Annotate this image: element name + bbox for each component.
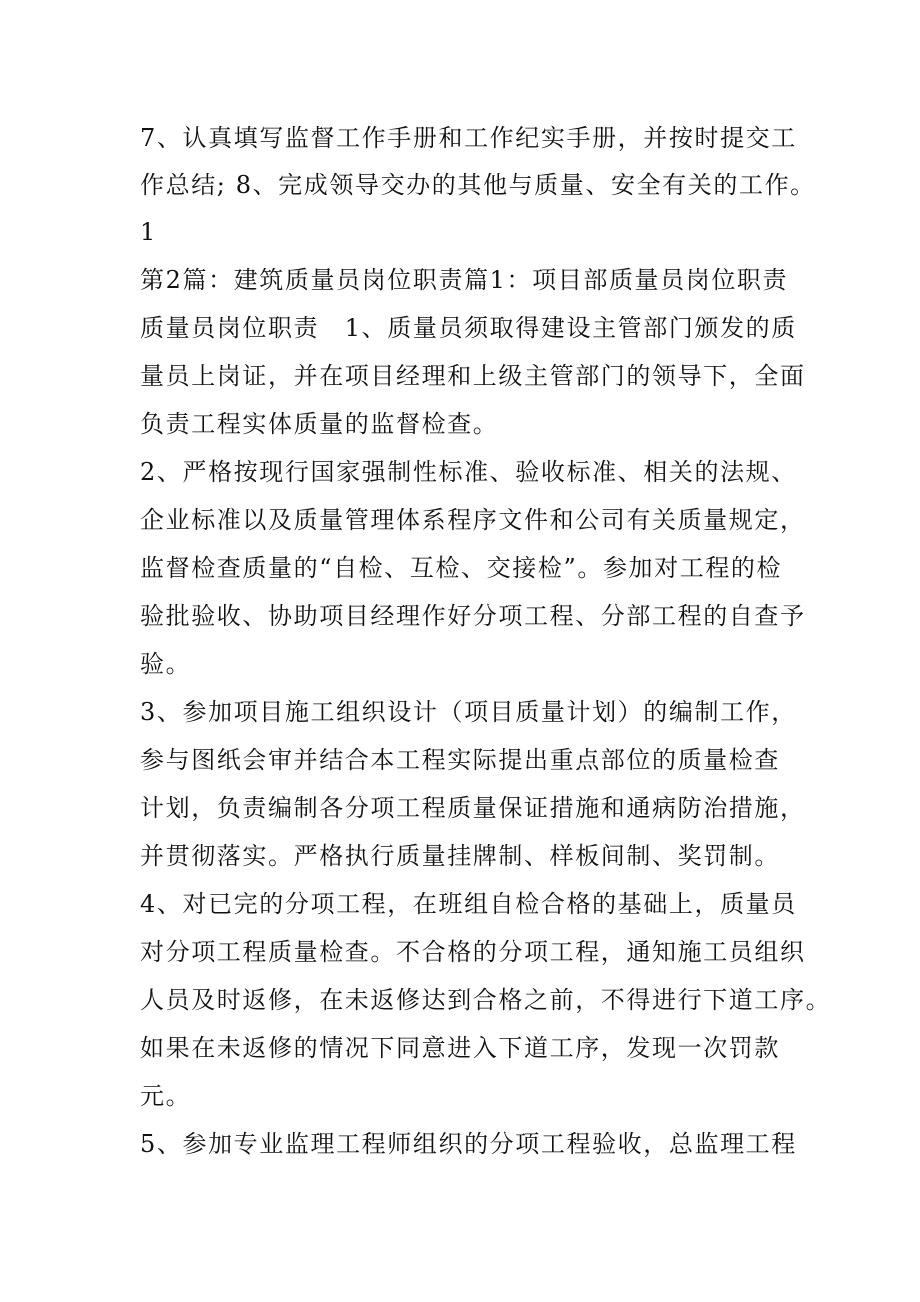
- text-line: 负责工程实体质量的监督检查。: [140, 410, 499, 438]
- text-line: 3、参加项目施工组织设计（项目质量计划）的编制工作，: [140, 698, 797, 726]
- text-line: 计划，负责编制各分项工程质量保证措施和通病防治措施，: [140, 794, 806, 822]
- text-line: 人员及时返修，在未返修达到合格之前，不得进行下道工序。: [140, 986, 832, 1014]
- text-line: 7、认真填写监督工作手册和工作纪实手册，并按时提交工: [140, 124, 797, 152]
- text-line: 对分项工程质量检查。不合格的分项工程，通知施工员组织: [140, 938, 806, 966]
- text-line: 并贯彻落实。严格执行质量挂牌制、样板间制、奖罚制。: [140, 842, 780, 870]
- text-line: 元。: [140, 1082, 192, 1110]
- text-line: 监督检查质量的“自检、互检、交接检”。参加对工程的检: [140, 554, 783, 582]
- text-line: 作总结; 8、完成领导交办的其他与质量、安全有关的工作。: [140, 171, 816, 199]
- text-line: 5、参加专业监理工程师组织的分项工程验收，总监理工程: [140, 1130, 797, 1158]
- section-heading: 第2篇：建筑质量员岗位职责篇1：项目部质量员岗位职责: [140, 266, 789, 294]
- text-line: 验批验收、协助项目经理作好分项工程、分部工程的自查予: [140, 602, 806, 630]
- text-line: 量员上岗证，并在项目经理和上级主管部门的领导下，全面: [140, 362, 806, 390]
- text-line: 如果在未返修的情况下同意进入下道工序，发现一次罚款: [140, 1034, 780, 1062]
- text-line: 验。: [140, 650, 192, 678]
- text-line: 1: [140, 218, 157, 246]
- text-line: 企业标准以及质量管理体系程序文件和公司有关质量规定，: [140, 506, 806, 534]
- text-line: 参与图纸会审并结合本工程实际提出重点部位的质量检查: [140, 746, 780, 774]
- text-line: 2、严格按现行国家强制性标准、验收标准、相关的法规、: [140, 458, 797, 486]
- text-line: 4、对已完的分项工程，在班组自检合格的基础上，质量员: [140, 890, 797, 918]
- text-line: 质量员岗位职责 1、质量员须取得建设主管部门颁发的质: [140, 314, 797, 342]
